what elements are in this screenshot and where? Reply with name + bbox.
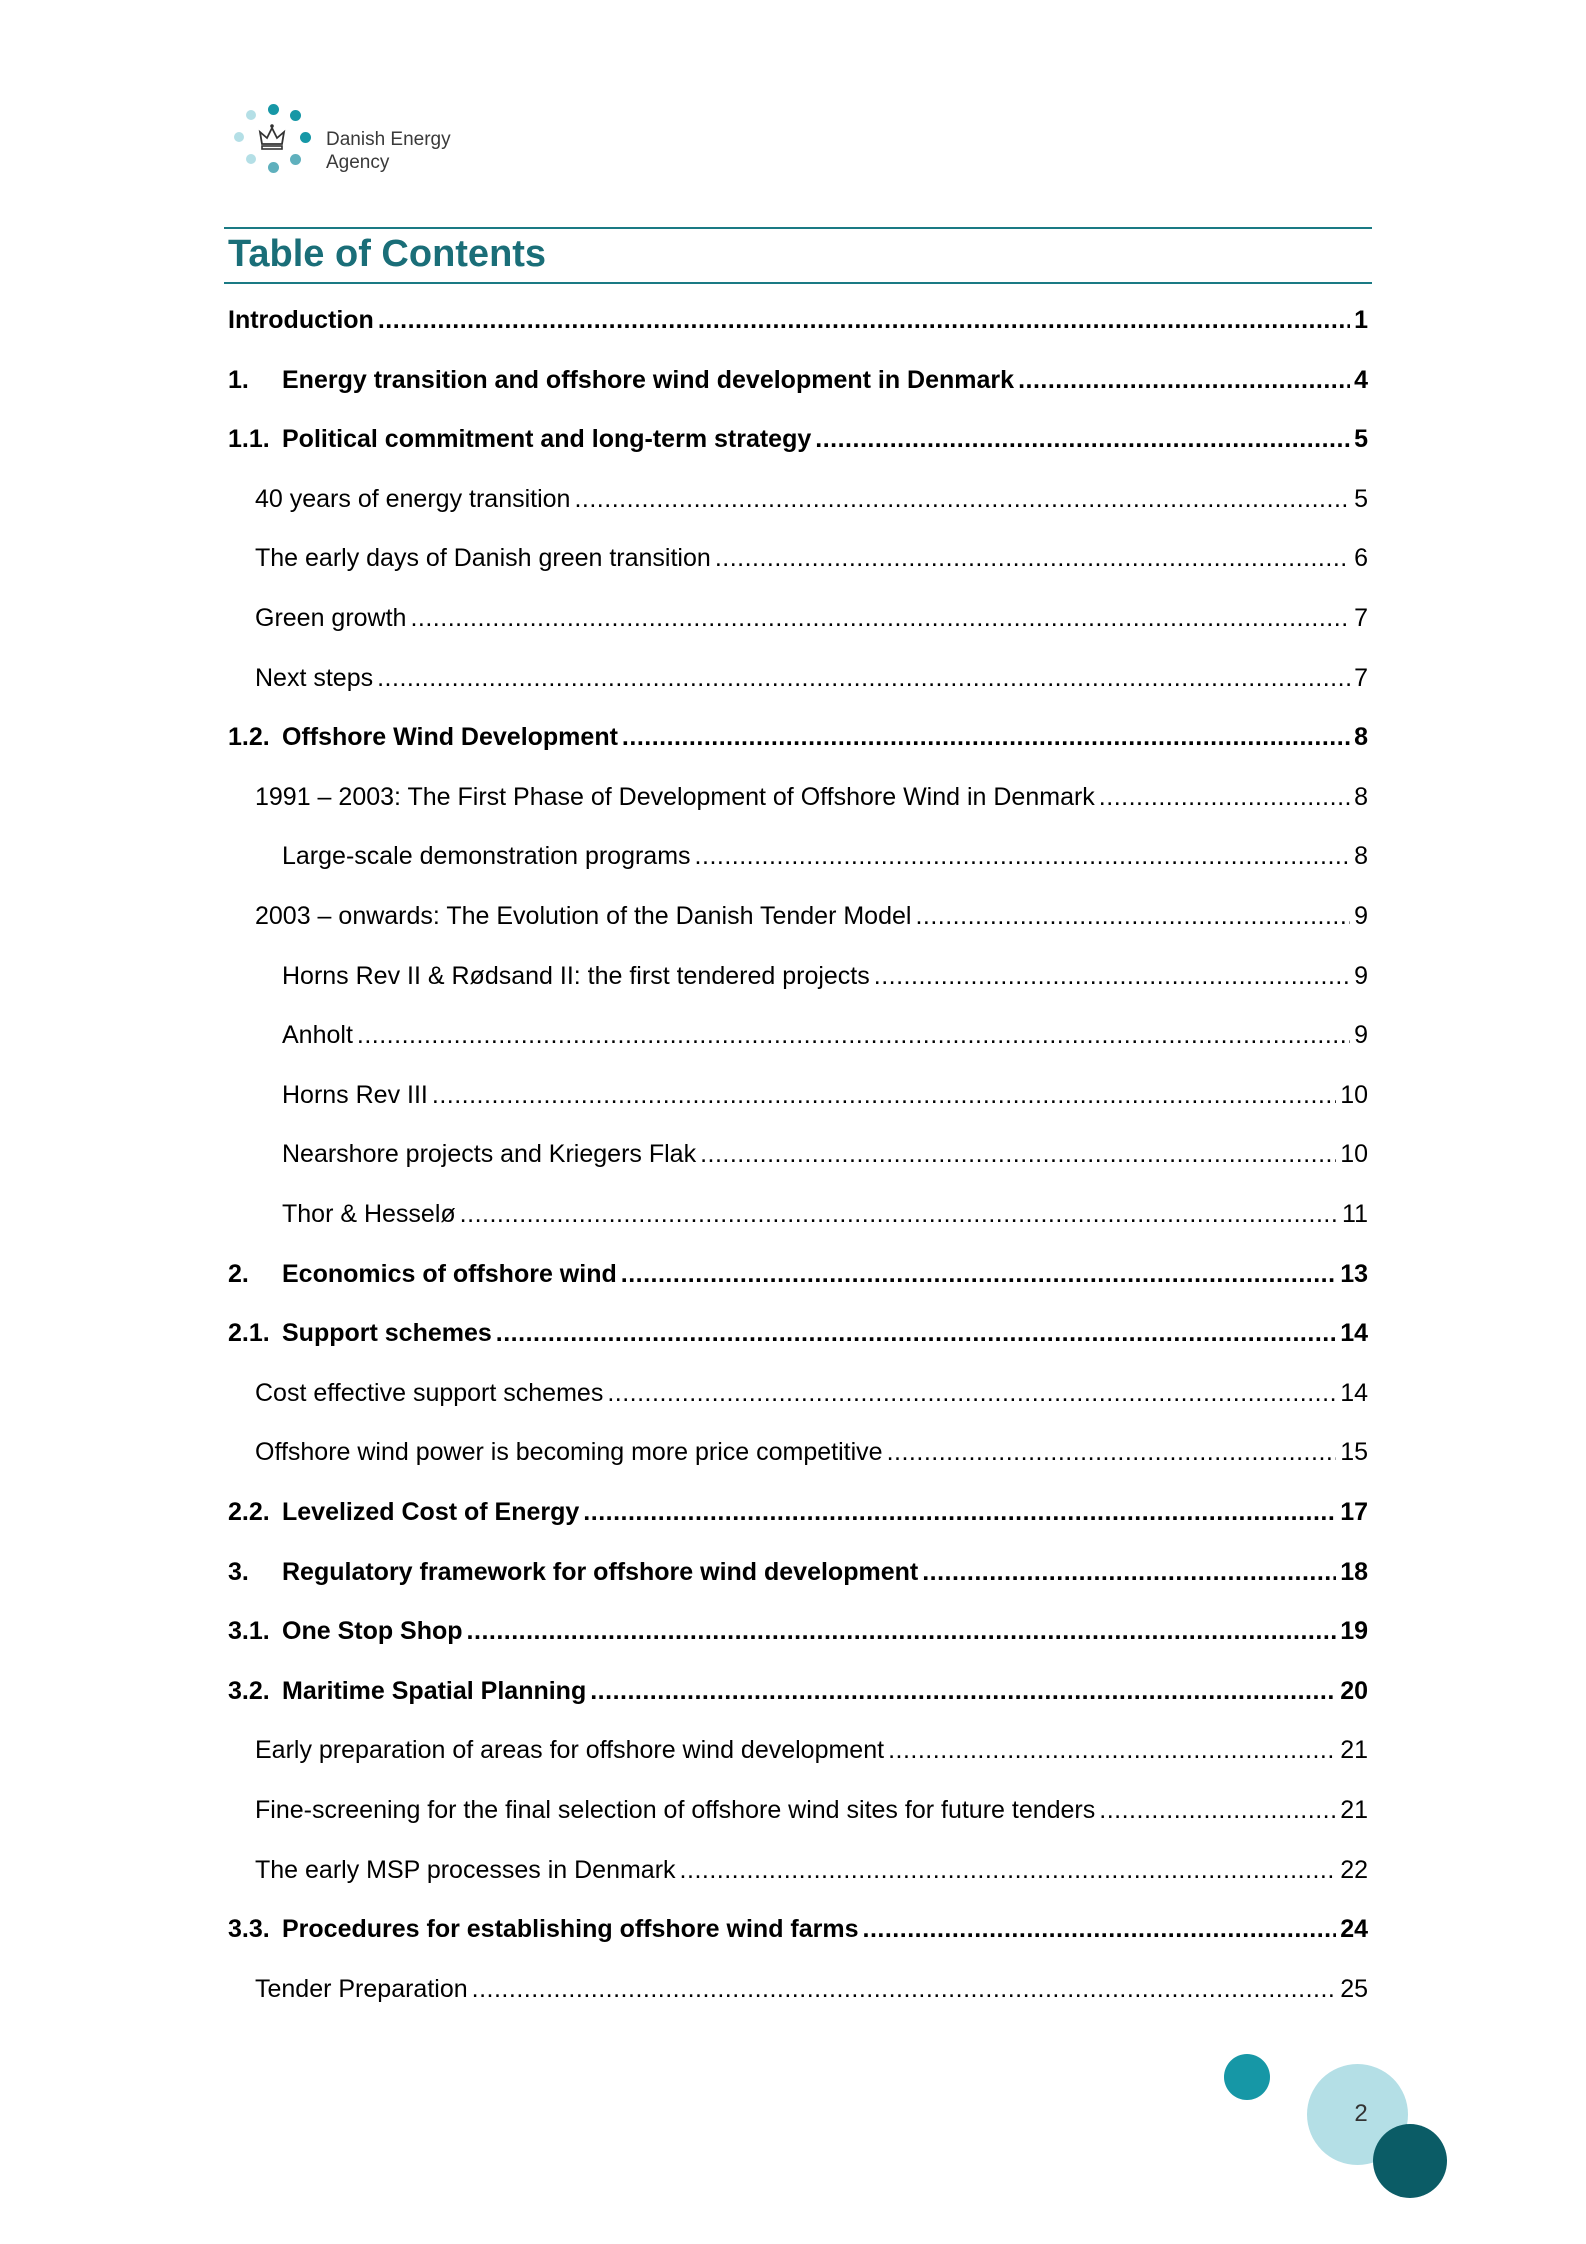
toc-entry-page: 14 xyxy=(1340,1379,1368,1407)
toc-entry[interactable] xyxy=(228,1432,1368,1472)
toc-entry[interactable] xyxy=(228,777,1368,817)
toc-entry-page: 6 xyxy=(1354,544,1368,572)
dot-leader xyxy=(887,1432,1337,1472)
dot-leader xyxy=(815,419,1350,459)
toc-entry-page: 21 xyxy=(1340,1796,1368,1824)
page-number: 2 xyxy=(1354,2100,1368,2127)
toc-entry[interactable] xyxy=(228,419,1368,459)
title-rule xyxy=(224,282,1372,284)
toc-entry[interactable] xyxy=(228,1134,1368,1174)
toc-entry-title: Nearshore projects and Kriegers Flak xyxy=(282,1140,697,1168)
toc-entry[interactable] xyxy=(228,1373,1368,1413)
toc-entry-page: 10 xyxy=(1340,1140,1368,1168)
toc-entry-number: 2.2. xyxy=(228,1498,270,1526)
dot-leader xyxy=(621,1254,1336,1294)
toc-entry-number: 2. xyxy=(228,1260,249,1288)
toc-entry-title: Energy transition and offshore wind development in Denmark xyxy=(282,366,1015,394)
toc-entry-page: 13 xyxy=(1340,1260,1368,1288)
dot-leader xyxy=(607,1373,1336,1413)
toc-entry-page: 5 xyxy=(1354,485,1368,513)
logo-line-2: Agency xyxy=(326,152,390,173)
decorative-dot-dark xyxy=(1373,2124,1447,2198)
dot-leader xyxy=(432,1075,1336,1115)
toc-entry[interactable] xyxy=(228,836,1368,876)
dot-leader xyxy=(888,1730,1336,1770)
toc-entry-page: 8 xyxy=(1354,783,1368,811)
dot-leader xyxy=(357,1015,1350,1055)
toc-entry-title: The early MSP processes in Denmark xyxy=(255,1856,676,1884)
toc-entry-page: 11 xyxy=(1342,1200,1368,1228)
toc-entry-page: 10 xyxy=(1340,1081,1368,1109)
toc-entry[interactable] xyxy=(228,1254,1368,1294)
toc-entry-title: 1991 – 2003: The First Phase of Development of Offshore Wind in Denmark xyxy=(255,783,1095,811)
dot-leader xyxy=(590,1671,1336,1711)
toc-entry-title: Political commitment and long-term strategy xyxy=(282,425,812,453)
toc-entry-number: 3.3. xyxy=(228,1915,270,1943)
toc-entry-title: Fine-screening for the final selection of offshore wind sites for future tenders xyxy=(255,1796,1096,1824)
toc-entry-title: Cost effective support schemes xyxy=(255,1379,604,1407)
logo-line-1: Danish Energy xyxy=(326,129,451,150)
toc-entry-page: 7 xyxy=(1354,604,1368,632)
toc-entry-title: Tender Preparation xyxy=(255,1975,468,2003)
toc-entry[interactable] xyxy=(228,1969,1368,2009)
toc-entry[interactable] xyxy=(228,658,1368,698)
toc-entry-page: 9 xyxy=(1354,962,1368,990)
page-title: Table of Contents xyxy=(228,233,547,275)
dot-leader xyxy=(715,538,1350,578)
toc-entry-number: 3.1. xyxy=(228,1617,270,1645)
dot-leader xyxy=(496,1313,1336,1353)
dot-leader xyxy=(583,1492,1336,1532)
dot-leader xyxy=(874,956,1350,996)
toc-entry-title: Offshore wind power is becoming more price competitive xyxy=(255,1438,883,1466)
toc-entry-page: 19 xyxy=(1340,1617,1368,1645)
toc-entry-title: Regulatory framework for offshore wind development xyxy=(282,1558,919,1586)
toc-entry-title: Next steps xyxy=(255,664,374,692)
toc-entry[interactable] xyxy=(228,717,1368,757)
logo-text xyxy=(326,128,451,174)
toc-entry-title: Anholt xyxy=(282,1021,353,1049)
dot-leader xyxy=(622,717,1350,757)
toc-entry[interactable] xyxy=(228,1611,1368,1651)
toc-entry[interactable] xyxy=(228,1850,1368,1890)
toc-entry[interactable] xyxy=(228,1909,1368,1949)
toc-entry[interactable] xyxy=(228,360,1368,400)
dot-leader xyxy=(680,1850,1337,1890)
dot-leader xyxy=(700,1134,1336,1174)
toc-entry-page: 8 xyxy=(1354,723,1368,751)
toc-entry-title: Support schemes xyxy=(282,1319,492,1347)
toc-entry-title: Large-scale demonstration programs xyxy=(282,842,691,870)
toc-entry-title: Horns Rev III xyxy=(282,1081,428,1109)
toc-entry-page: 15 xyxy=(1340,1438,1368,1466)
toc-entry-title: Procedures for establishing offshore wind farms xyxy=(282,1915,859,1943)
toc-entry-page: 22 xyxy=(1340,1856,1368,1884)
dot-leader xyxy=(863,1909,1337,1949)
toc-entry-title: Maritime Spatial Planning xyxy=(282,1677,587,1705)
decorative-dot-teal xyxy=(1224,2054,1270,2100)
toc-entry-page: 8 xyxy=(1354,842,1368,870)
toc-entry-number: 3. xyxy=(228,1558,249,1586)
toc-entry[interactable] xyxy=(228,956,1368,996)
toc-entry-title: 40 years of energy transition xyxy=(255,485,571,513)
toc-entry-page: 21 xyxy=(1340,1736,1368,1764)
toc-entry-page: 7 xyxy=(1354,664,1368,692)
toc-entry[interactable] xyxy=(228,1730,1368,1770)
dot-leader xyxy=(695,836,1351,876)
dot-leader xyxy=(377,658,1350,698)
toc-entry-number: 1. xyxy=(228,366,249,394)
toc-entry-title: Introduction xyxy=(228,306,374,334)
toc-entry-number: 2.1. xyxy=(228,1319,270,1347)
toc-entry-page: 25 xyxy=(1340,1975,1368,2003)
crown-icon xyxy=(256,122,288,154)
dot-leader xyxy=(574,479,1350,519)
logo-dots-icon xyxy=(228,98,314,184)
toc-entry[interactable] xyxy=(228,538,1368,578)
toc-entry-page: 17 xyxy=(1340,1498,1368,1526)
dot-leader xyxy=(467,1611,1337,1651)
toc-entry-number: 1.2. xyxy=(228,723,270,751)
toc-entry-page: 4 xyxy=(1354,366,1368,394)
toc-entry[interactable] xyxy=(228,1552,1368,1592)
toc-entry-page: 5 xyxy=(1354,425,1368,453)
toc-entry-page: 14 xyxy=(1340,1319,1368,1347)
toc-entry[interactable] xyxy=(228,1671,1368,1711)
toc-entry-page: 24 xyxy=(1340,1915,1368,1943)
toc-entry-title: Offshore Wind Development xyxy=(282,723,618,751)
toc-entry-title: Horns Rev II & Rødsand II: the first tendered projects xyxy=(282,962,870,990)
toc-entry[interactable] xyxy=(228,598,1368,638)
toc-entry[interactable] xyxy=(228,896,1368,936)
toc-entry[interactable] xyxy=(228,1075,1368,1115)
dot-leader xyxy=(1099,777,1350,817)
toc-entry-number: 1.1. xyxy=(228,425,270,453)
toc-entry-page: 9 xyxy=(1354,902,1368,930)
dot-leader xyxy=(915,896,1350,936)
toc-entry[interactable] xyxy=(228,1790,1368,1830)
toc-entry-title: Levelized Cost of Energy xyxy=(282,1498,580,1526)
dot-leader xyxy=(410,598,1350,638)
toc-entry[interactable] xyxy=(228,1194,1368,1234)
toc-entry-page: 20 xyxy=(1340,1677,1368,1705)
toc-entry-title: Thor & Hesselø xyxy=(282,1200,456,1228)
dot-leader xyxy=(1099,1790,1336,1830)
agency-logo xyxy=(228,98,488,184)
toc-entry-page: 18 xyxy=(1340,1558,1368,1586)
toc-entry-title: Early preparation of areas for offshore wind development xyxy=(255,1736,885,1764)
dot-leader xyxy=(472,1969,1337,2009)
toc-entry-page: 9 xyxy=(1354,1021,1368,1049)
toc-entry-title: Green growth xyxy=(255,604,407,632)
toc-entry[interactable] xyxy=(228,300,1368,340)
dot-leader xyxy=(378,300,1350,340)
toc-entry-page: 1 xyxy=(1354,306,1368,334)
toc-entry[interactable] xyxy=(228,479,1368,519)
toc-entry-title: Economics of offshore wind xyxy=(282,1260,617,1288)
toc-entry[interactable] xyxy=(228,1492,1368,1532)
toc-entry-title: 2003 – onwards: The Evolution of the Danish Tender Model xyxy=(255,902,912,930)
toc-entry[interactable] xyxy=(228,1313,1368,1353)
toc-entry-number: 3.2. xyxy=(228,1677,270,1705)
dot-leader xyxy=(922,1552,1336,1592)
toc-entry[interactable] xyxy=(228,1015,1368,1055)
toc-entry-title: One Stop Shop xyxy=(282,1617,463,1645)
toc-entry-title: The early days of Danish green transition xyxy=(255,544,711,572)
dot-leader xyxy=(1018,360,1350,400)
dot-leader xyxy=(460,1194,1338,1234)
